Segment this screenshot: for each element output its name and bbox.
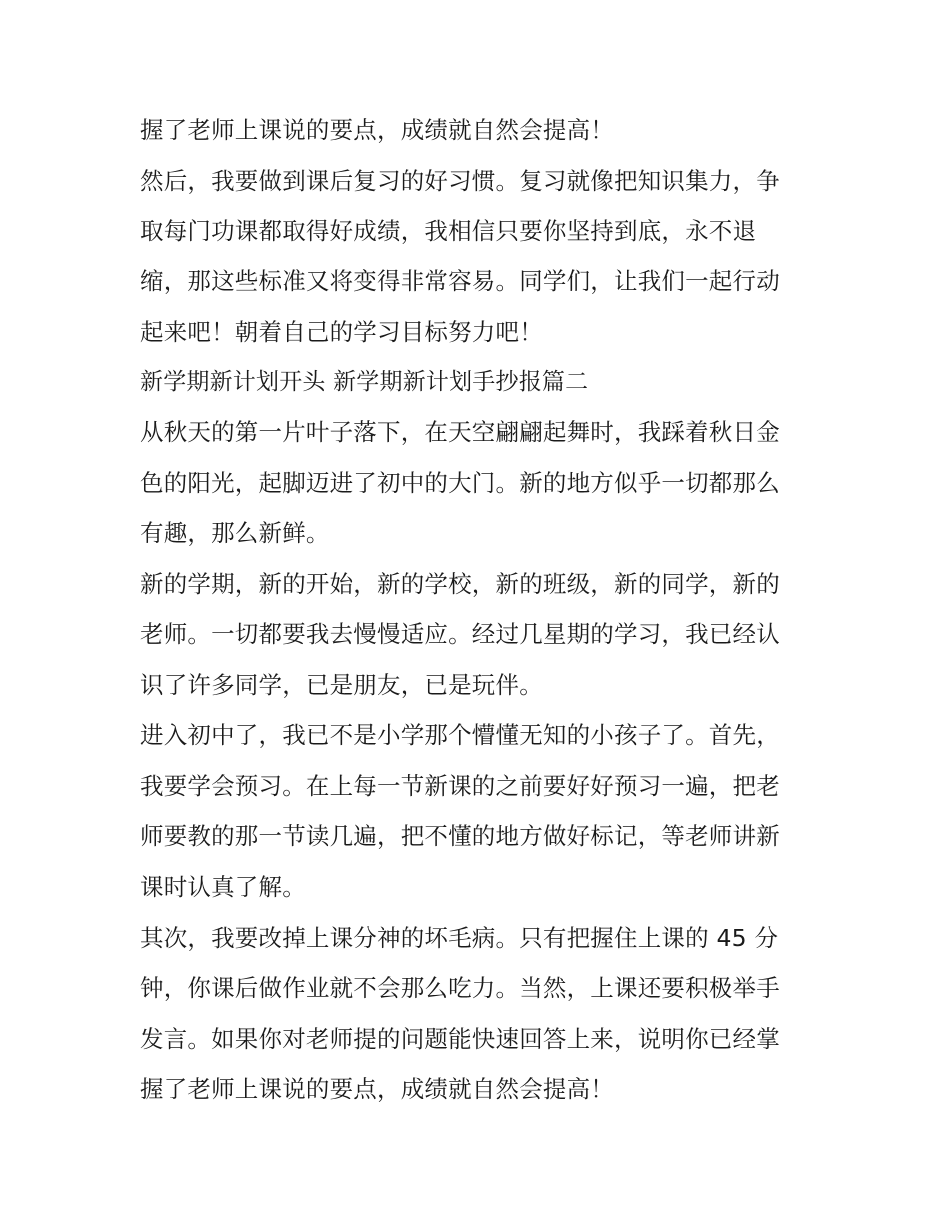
text-line: 进入初中了，我已不是小学那个懵懂无知的小孩子了。首先， (140, 721, 780, 749)
text-line: 取每门功课都取得好成绩，我相信只要你坚持到底，永不退 (140, 217, 757, 245)
text-line: 其次，我要改掉上课分神的坏毛病。只有把握住上课的 45 分 (140, 924, 779, 952)
text-line: 识了许多同学，已是朋友，已是玩伴。 (140, 671, 543, 699)
text-line: 色的阳光，起脚迈进了初中的大门。新的地方似乎一切都那么 (140, 469, 780, 497)
text-line: 然后，我要做到课后复习的好习惯。复习就像把知识集力，争 (140, 167, 780, 195)
text-line: 我要学会预习。在上每一节新课的之前要好好预习一遍，把老 (140, 772, 780, 800)
text-line: 握了老师上课说的要点，成绩就自然会提高！ (140, 1075, 614, 1103)
text-line: 握了老师上课说的要点，成绩就自然会提高！ (140, 116, 614, 144)
text-line: 起来吧！朝着自己的学习目标努力吧！ (140, 318, 543, 346)
text-line: 钟，你课后做作业就不会那么吃力。当然，上课还要积极举手 (140, 974, 780, 1002)
text-line: 师要教的那一节读几遍，把不懂的地方做好标记，等老师讲新 (140, 822, 780, 850)
text-line: 缩，那这些标准又将变得非常容易。同学们，让我们一起行动 (140, 267, 780, 295)
text-line: 新的学期，新的开始，新的学校，新的班级，新的同学，新的 (140, 570, 780, 598)
section-heading: 新学期新计划开头 新学期新计划手抄报篇二 (140, 369, 589, 395)
text-line: 有趣，那么新鲜。 (140, 519, 330, 547)
text-line: 老师。一切都要我去慢慢适应。经过几星期的学习，我已经认 (140, 620, 780, 648)
text-line: 课时认真了解。 (140, 873, 306, 901)
text-line: 从秋天的第一片叶子落下，在天空翩翩起舞时，我踩着秋日金 (140, 418, 780, 446)
text-line: 发言。如果你对老师提的问题能快速回答上来，说明你已经掌 (140, 1025, 780, 1053)
